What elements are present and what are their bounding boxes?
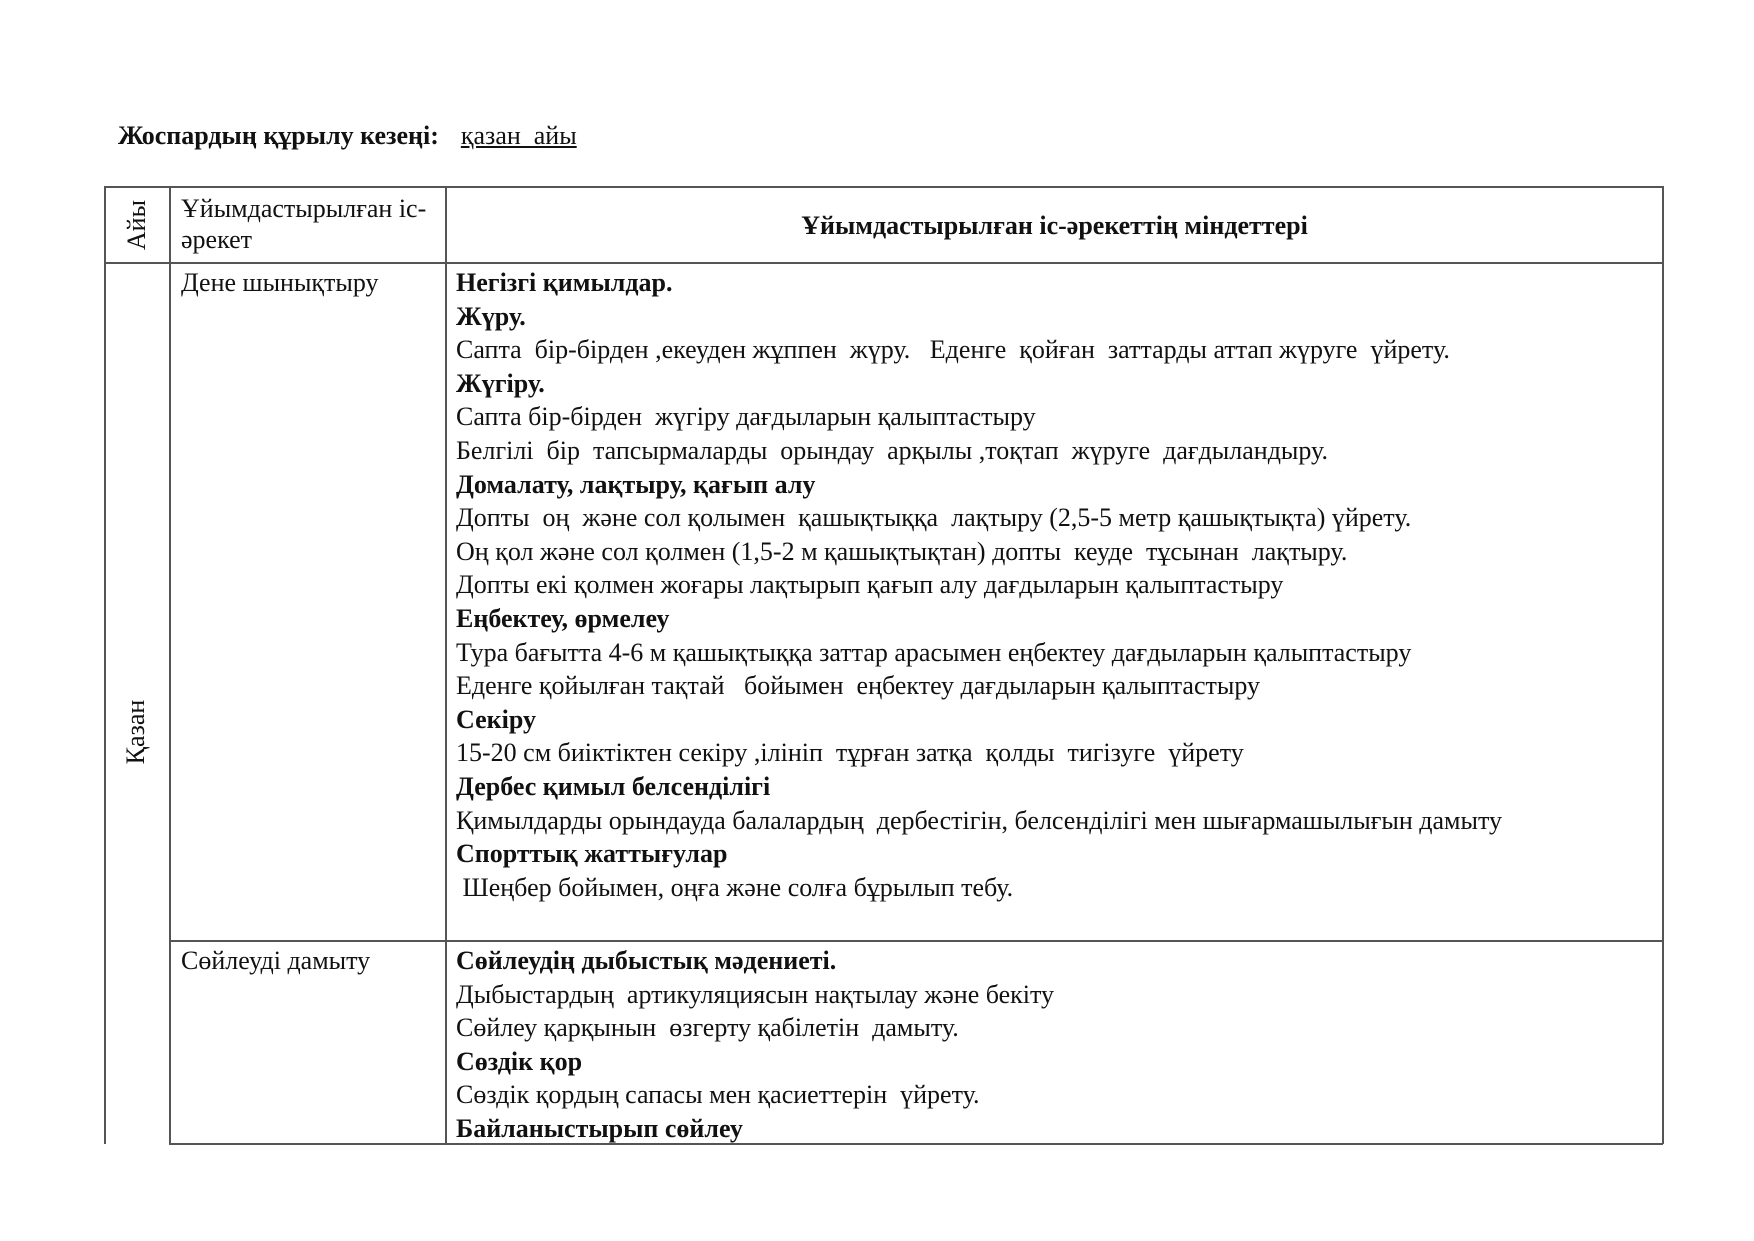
activity-column-header: Ұйымдастырылған іс-әрекет [181, 194, 427, 254]
tasks-physical-education [456, 266, 1502, 904]
tasks-column-header: Ұйымдастырылған іс-әрекеттің міндеттері [801, 211, 1308, 240]
task-item: Тура бағытта 4-6 м қашықтыққа заттар арасымен еңбектеу дағдыларын қалыптастыру [456, 637, 1412, 667]
task-item: 15-20 см биіктіктен секіру ,ілініп тұрған затқа қолды тигізуге үйрету [456, 738, 1244, 768]
task-subheading: Негізгі қимылдар. [456, 268, 673, 297]
task-item: Дыбыстардың артикуляциясын нақтылау және бекіту [456, 979, 1055, 1009]
task-item: Қимылдарды орындауда балалардың дербестігін, белсенділігі мен шығармашылығын дамыту [456, 805, 1502, 835]
row-divider [169, 940, 1663, 942]
activity-physical-education: Дене шынықтыру [181, 268, 379, 297]
task-item: Белгілі бір тапсырмаларды орындау арқылы ,тоқтап жүруге дағдыландыру. [456, 435, 1328, 465]
task-subheading: Спорттық жаттығулар [456, 839, 728, 869]
task-item: Сапта бір-бірден ,екеуден жұппен жүру. Еденге қойған заттарды аттап жүруге үйрету. [456, 335, 1450, 365]
task-subheading: Жүгіру. [456, 368, 545, 398]
task-item: Еденге қойылған тақтай бойымен еңбектеу дағдыларын қалыптастыру [456, 671, 1260, 701]
tasks-speech-development [456, 944, 1054, 1146]
task-subheading: Сөйлеудің дыбыстық мәдениеті. [456, 946, 837, 975]
table-border-top [104, 186, 1663, 188]
header-bottom-line [104, 262, 1663, 264]
task-subheading: Домалату, лақтыру, қағып алу [456, 469, 816, 499]
task-subheading: Еңбектеу, өрмелеу [456, 603, 670, 633]
task-item: Сапта бір-бірден жүгіру дағдыларын қалыптастыру [456, 402, 1036, 432]
table-border-left [104, 186, 106, 1144]
task-item: Шеңбер бойымен, оңға және солға бұрылып тебу. [456, 872, 1014, 902]
task-item: Сөйлеу қарқынын өзгерту қабілетін дамыту. [456, 1013, 959, 1043]
task-item: Допты екі қолмен жоғары лақтырып қағып алу дағдыларын қалыптастыру [456, 570, 1284, 600]
table-border-right [1662, 186, 1664, 1144]
task-subheading: Дербес қимыл белсенділігі [456, 771, 771, 801]
activity-speech-development: Сөйлеуді дамыту [181, 946, 371, 975]
month-column-line [169, 186, 171, 1144]
plan-period-value: қазан айы [460, 121, 577, 150]
plan-period-label: Жоспардың құрылу кезеңі: [118, 121, 439, 150]
activity-column-line [445, 186, 447, 1144]
plan-period-header [118, 118, 577, 154]
task-item: Допты оң және сол қолымен қашықтыққа лақтыру (2,5-5 метр қашықтықта) үйрету. [456, 503, 1412, 533]
task-subheading: Секіру [456, 704, 536, 734]
task-subheading: Байланыстырып сөйлеу [456, 1113, 743, 1143]
month-cell: Қазан [121, 699, 150, 765]
month-column-header: Айы [122, 199, 151, 251]
task-item: Оң қол және сол қолмен (1,5-2 м қашықтықтан) допты кеуде тұсынан лақтыру. [456, 536, 1348, 566]
task-subheading: Жүру. [456, 301, 526, 331]
task-subheading: Сөздік қор [456, 1046, 583, 1076]
task-item: Сөздік қордың сапасы мен қасиеттерін үйрету. [456, 1080, 980, 1110]
